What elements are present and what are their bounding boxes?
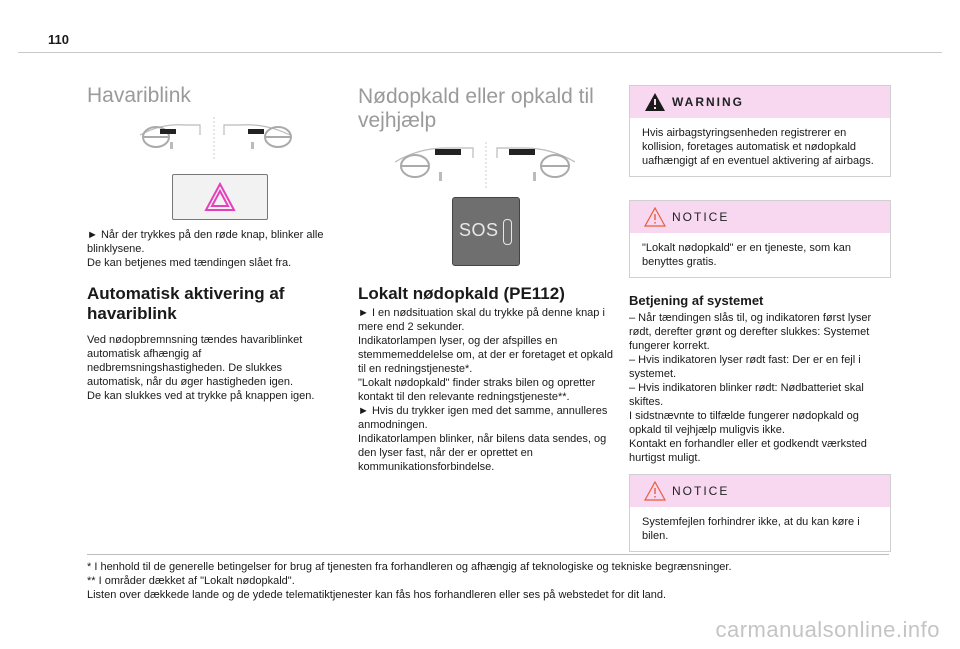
local-emergency-line: ► Hvis du trykker igen med det samme, annulleres anmodningen.	[358, 405, 608, 431]
hazard-button-panel	[172, 174, 268, 220]
auto-activation-paragraph: Ved nødopbremnsning tændes havariblinket automatisk afhængig af nedbremsningshastigheden. De slukkes automatisk, når du øger hastigheden igen.	[87, 334, 303, 388]
local-emergency-text	[358, 306, 614, 474]
warning-text: Hvis airbagstyringsenheden registrerer en kollision, foretages automatisk et nødopkald uafhængigt af en eventuel aktivering af airbags.	[642, 127, 874, 167]
notice-box	[629, 474, 891, 552]
local-emergency-title: Lokalt nødopkald (PE112)	[358, 284, 565, 303]
sos-indicator-icon	[503, 219, 512, 245]
notice-title: NOTICE	[672, 210, 730, 224]
footer-divider	[87, 554, 889, 555]
local-emergency-line: Indikatorlampen lyser, og der afspilles en stemmemeddelelse om, at der er foretaget et opkald til en redningstjeneste*.	[358, 335, 613, 375]
footnote: ** I områder dækket af "Lokalt nødopkald".	[87, 575, 295, 587]
top-divider	[18, 52, 942, 53]
notice-box	[629, 200, 891, 278]
auto-activation-text	[87, 333, 337, 403]
auto-activation-title: Automatisk aktivering af havariblink	[87, 284, 285, 323]
emergency-call-title: Nødopkald eller opkald til vejhjælp	[358, 85, 594, 132]
notice-title: NOTICE	[672, 484, 730, 498]
notice-text: Systemfejlen forhindrer ikke, at du kan køre i bilen.	[642, 516, 860, 542]
sos-label: SOS	[459, 220, 499, 240]
operation-line: Kontakt en forhandler eller et godkendt værksted hurtigst muligt.	[629, 438, 867, 464]
hazard-instruction: ► Når der trykkes på den røde knap, blinker alle blinklysene.	[87, 229, 324, 255]
notice-header	[630, 201, 890, 233]
hazard-description	[87, 228, 345, 270]
local-emergency-line: "Lokalt nødopkald" finder straks bilen og opretter kontakt til den relevante redningstjeneste**.	[358, 377, 596, 403]
footnotes	[87, 560, 907, 602]
operation-title: Betjening af systemet	[629, 293, 764, 308]
footnote: Listen over dækkede lande og de ydede telematiktjenester kan fås hos forhandleren eller ses på webstedet for dit land.	[87, 589, 667, 601]
footnote: * I henhold til de generelle betingelser for brug af tjenesten fra forhandleren og afhængig af teknologiske og tekniske begrænsninger.	[87, 561, 732, 573]
notice-header	[630, 475, 890, 507]
notice-text: "Lokalt nødopkald" er en tjeneste, som kan benyttes gratis.	[642, 242, 851, 268]
warning-triangle-icon	[644, 92, 666, 112]
hazard-note: De kan betjenes med tændingen slået fra.	[87, 257, 292, 269]
steering-wheel-left-icon	[140, 125, 200, 149]
hazard-title: Havariblink	[87, 84, 191, 107]
auto-deactivation-paragraph: De kan slukkes ved at trykke på knappen igen.	[87, 390, 315, 402]
notice-triangle-icon	[644, 481, 666, 501]
hazard-triangle-icon	[204, 182, 236, 212]
operation-line: – Når tændingen slås til, og indikatoren først lyser rødt, derefter grønt og derefter slukkes: Systemet fungerer korrekt.	[629, 312, 872, 352]
page-number: 110	[48, 32, 69, 47]
notice-triangle-icon	[644, 207, 666, 227]
operation-line: I sidstnævnte to tilfælde fungerer nødopkald og opkald til vejhjælp muligvis ikke.	[629, 410, 859, 436]
steering-wheel-right-icon	[497, 148, 575, 181]
watermark: carmanualsonline.info	[715, 617, 940, 642]
operation-line: – Hvis indikatoren lyser rødt fast: Der er en fejl i systemet.	[629, 354, 861, 380]
warning-title: WARNING	[672, 95, 744, 109]
sos-button-panel	[452, 197, 520, 266]
operation-text	[629, 311, 891, 465]
local-emergency-line: ► I en nødsituation skal du trykke på denne knap i mere end 2 sekunder.	[358, 307, 605, 333]
warning-header	[630, 86, 890, 118]
steering-wheel-right-icon	[224, 125, 291, 149]
dashboard-sos-illustration	[395, 142, 575, 190]
local-emergency-line: Indikatorlampen blinker, når bilens data sendes, og den lyser fast, når der er oprettet en kommunikationsforbindelse.	[358, 433, 607, 473]
dashboard-wheel-illustration	[140, 117, 300, 159]
operation-line: – Hvis indikatoren blinker rødt: Nødbatteriet skal skiftes.	[629, 382, 864, 408]
steering-wheel-left-icon	[395, 148, 473, 181]
warning-box	[629, 85, 891, 177]
